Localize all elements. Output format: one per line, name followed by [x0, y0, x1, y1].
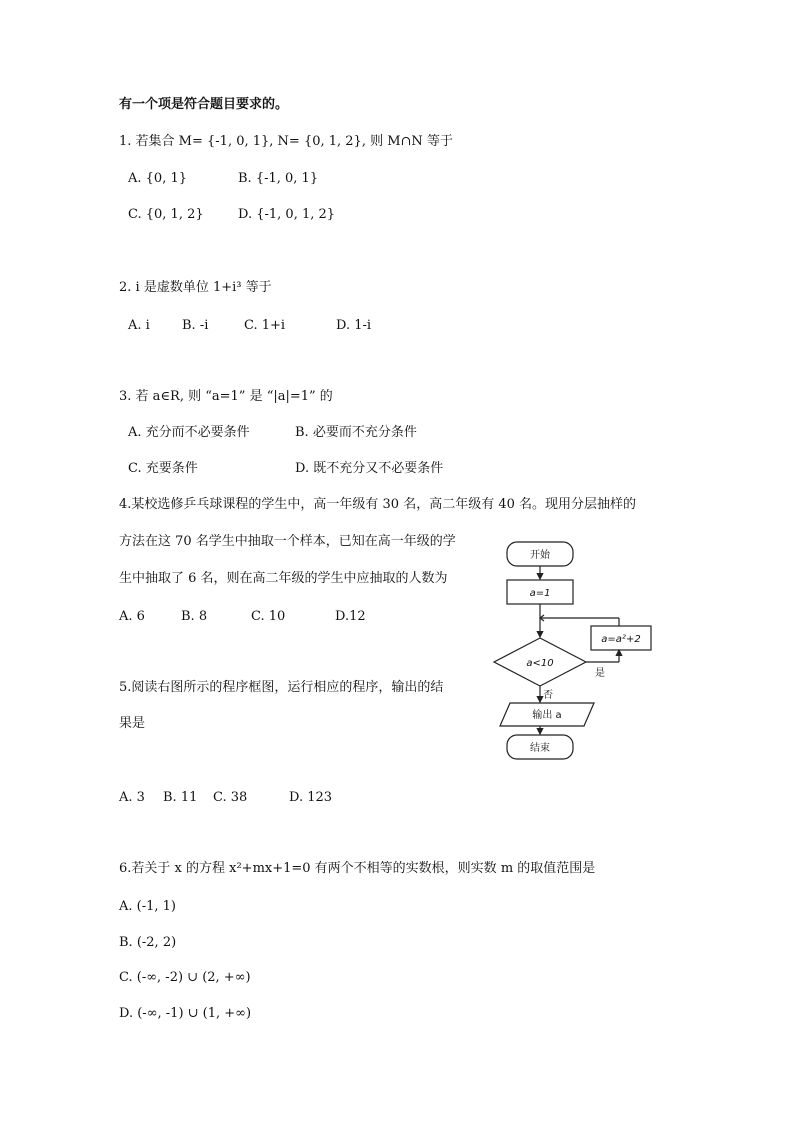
question-4-line-2: 方法在这 70 名学生中抽取一个样本，已知在高一年级的学 [119, 534, 456, 549]
question-5-line-1: 5.阅读右图所示的程序框图，运行相应的程序，输出的结 [119, 680, 444, 695]
program-flowchart [486, 534, 656, 766]
question-2-stem: 2. i 是虚数单位 1+i³ 等于 [119, 280, 272, 295]
question-6-option-a: A. (-1, 1) [119, 899, 176, 914]
no-label: 否 [543, 690, 553, 701]
option-d: D.12 [335, 609, 366, 624]
question-3-stem: 3. 若 a∈R, 则 “a=1” 是 “|a|=1” 的 [119, 389, 333, 404]
option-d: D. {-1, 0, 1, 2} [238, 207, 336, 222]
option-d: D. 既不充分又不必要条件 [295, 461, 444, 476]
output-label: 输出 a [532, 710, 562, 721]
option-b: B. 8 [181, 609, 208, 624]
option-c: C. 充要条件 [128, 461, 198, 476]
option-c: C. 10 [251, 609, 286, 624]
start-label: 开始 [530, 550, 550, 561]
update-label: a=a²+2 [601, 634, 641, 645]
option-d: D. 1-i [336, 318, 372, 333]
option-a: A. i [128, 318, 150, 333]
section-header: 有一个项是符合题目要求的。 [119, 97, 289, 112]
question-6-stem: 6.若关于 x 的方程 x²+mx+1=0 有两个不相等的实数根，则实数 m 的取值范围是 [119, 861, 596, 876]
option-a: A. 3 [119, 790, 145, 805]
question-6-option-d: D. (-∞, -1) ∪ (1, +∞) [119, 1006, 252, 1021]
question-2-options [128, 317, 371, 335]
option-c: C. 1+i [244, 318, 286, 333]
yes-label: 是 [595, 668, 605, 679]
question-1-stem: 1. 若集合 M= {-1, 0, 1}, N= {0, 1, 2}, 则 M∩N 等于 [119, 134, 453, 149]
option-c: C. 38 [213, 790, 248, 805]
question-3-options-row-1 [128, 424, 417, 442]
question-6-option-c: C. (-∞, -2) ∪ (2, +∞) [119, 970, 251, 985]
init-label: a=1 [529, 588, 551, 599]
end-label: 结束 [530, 743, 550, 754]
option-a: A. 6 [119, 609, 145, 624]
question-6-option-b: B. (-2, 2) [119, 935, 177, 950]
question-4-line-3: 生中抽取了 6 名，则在高二年级的学生中应抽取的人数为 [119, 571, 448, 586]
question-5-line-2: 果是 [119, 716, 146, 731]
condition-label: a<10 [526, 658, 554, 669]
option-a: A. 充分而不必要条件 [128, 425, 250, 440]
question-3-options-row-2 [128, 460, 443, 478]
question-4-line-1: 4.某校选修乒乓球课程的学生中，高一年级有 30 名，高二年级有 40 名。现用分层抽样的 [119, 497, 637, 512]
option-b: B. 11 [163, 790, 198, 805]
question-4-options [119, 608, 366, 626]
question-5-options [119, 789, 332, 807]
option-a: A. {0, 1} [128, 171, 188, 186]
option-b: B. 必要而不充分条件 [295, 425, 417, 440]
option-b: B. -i [182, 318, 209, 333]
question-1-options-row-2 [128, 206, 335, 224]
option-d: D. 123 [289, 790, 333, 805]
option-c: C. {0, 1, 2} [128, 207, 204, 222]
option-b: B. {-1, 0, 1} [238, 171, 319, 186]
question-1-options-row-1 [128, 170, 318, 188]
